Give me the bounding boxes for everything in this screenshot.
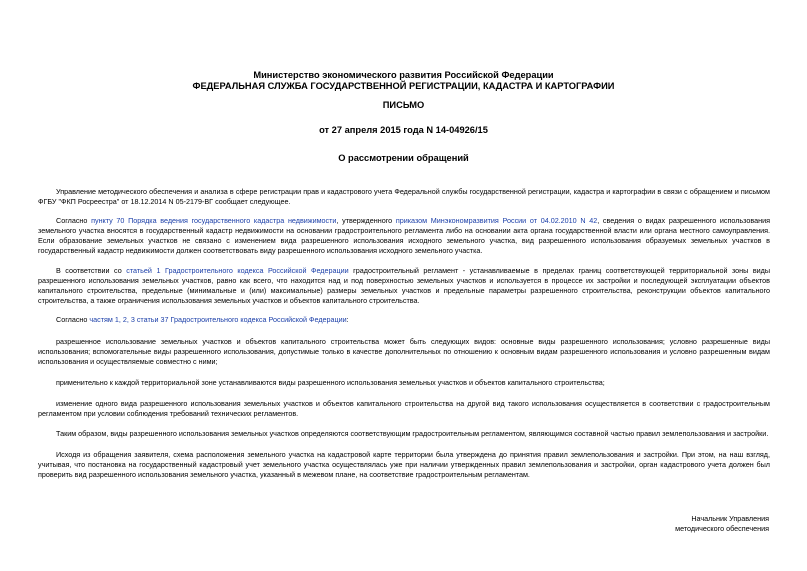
ministry-name: Министерство экономического развития Российской Федерации bbox=[253, 70, 554, 80]
document-subject: О рассмотрении обращений bbox=[338, 153, 469, 163]
signature-line-2: методического обеспечения bbox=[675, 524, 769, 533]
paragraph-1: Управление методического обеспечения и анализа в сфере регистрации прав и кадастрового учета Федеральной службы государственной регистрации, кадастра и картографии в связи с обращением и письмом ФГБУ "ФКП Росреестра" от 18.12.2014 N 05-2179-ВГ сообщает следующее. bbox=[38, 187, 770, 206]
service-name: ФЕДЕРАЛЬНАЯ СЛУЖБА ГОСУДАРСТВЕННОЙ РЕГИСТРАЦИИ, КАДАСТРА И КАРТОГРАФИИ bbox=[192, 81, 615, 91]
document-date-number: от 27 апреля 2015 года N 14-04926/15 bbox=[319, 125, 488, 135]
paragraph-2: Согласно пункту 70 Порядка ведения государственного кадастра недвижимости, утвержденного приказом Минэкономразвития России от 04.02.2010 N 42, сведения о видах разрешенного использования земельного участка вносятся в государственный кадастр недвижимости на основании градостроительного регламента либо на основании акта органа государственной власти или органа местного самоуправления. Если образование земельных участков не связано с изменением вида разрешенного использования исходного земельного участка, вид разрешенного использования образуемых земельных участков в государственный кадастр недвижимости должен соответствовать виду разрешенного использования исходного земельного участка. bbox=[38, 216, 770, 255]
paragraph-8: Таким образом, виды разрешенного использования земельных участков определяются соответствующим градостроительным регламентом, являющимся составной частью правил землепользования и застройки. bbox=[56, 429, 769, 438]
paragraph-6: применительно к каждой территориальной зоне устанавливаются виды разрешенного использования земельных участков и объектов капитального строительства; bbox=[56, 378, 605, 387]
link-cadastre-procedure[interactable]: пункту 70 Порядка ведения государственного кадастра недвижимости bbox=[91, 216, 337, 225]
signature-line-1: Начальник Управления bbox=[691, 514, 769, 523]
paragraph-3: В соответствии со статьей 1 Градостроительного кодекса Российской Федерации градостроительный регламент - устанавливаемые в пределах границ соответствующей территориальной зоны виды разрешенного использования земельных участков, равно как всего, что находится над и под поверхностью земельных участков и используется в процессе их застройки и последующей эксплуатации объектов капитального строительства, предельные (минимальные и (или) максимальные) размеры земельных участков и предельные параметры разрешенного строительства, реконструкции объектов капитального строительства, а также ограничения использования земельных участков и объектов капитального строительства. bbox=[38, 266, 771, 305]
paragraph-9: Исходя из обращения заявителя, схема расположения земельного участка на кадастровой карте территории была утверждена до принятия правил землепользования и застройки. При этом, на наш взгляд, учитывая, что постановка на государственный кадастровый учет земельного участка осуществлялась уже при наличии утвержденных правил землепользования и застройки, орган кадастрового учета должен был проверить вид разрешенного использования земельного участка, указанный в межевом плане, на соответствие градостроительным регламентам. bbox=[38, 450, 770, 479]
document-type: ПИСЬМО bbox=[382, 100, 425, 110]
link-ministry-order[interactable]: приказом Минэкономразвития России от 04.02.2010 N 42 bbox=[395, 216, 598, 225]
document-header bbox=[0, 70, 807, 92]
paragraph-5: разрешенное использование земельных участков и объектов капитального строительства может быть следующих видов: основные виды разрешенного использования; условно разрешенные виды использования; вспомогательные виды разрешенного использования, допустимые только в качестве дополнительных по отношению к основным видам разрешенного использования и условно разрешенным видам использования и осуществляемые совместно с ними; bbox=[38, 337, 770, 366]
link-urban-code-art1[interactable]: статьей 1 Градостроительного кодекса Российской Федерации bbox=[126, 266, 349, 275]
paragraph-4: Согласно частям 1, 2, 3 статьи 37 Градостроительного кодекса Российской Федерации: bbox=[56, 315, 349, 324]
link-urban-code-art37[interactable]: частям 1, 2, 3 статьи 37 Градостроительного кодекса Российской Федерации bbox=[89, 315, 347, 324]
signature-block bbox=[675, 514, 769, 534]
paragraph-7: изменение одного вида разрешенного использования земельных участков и объектов капитального строительства на другой вид такого использования осуществляется в соответствии с градостроительным регламентом при условии соблюдения требований технических регламентов. bbox=[38, 399, 770, 418]
